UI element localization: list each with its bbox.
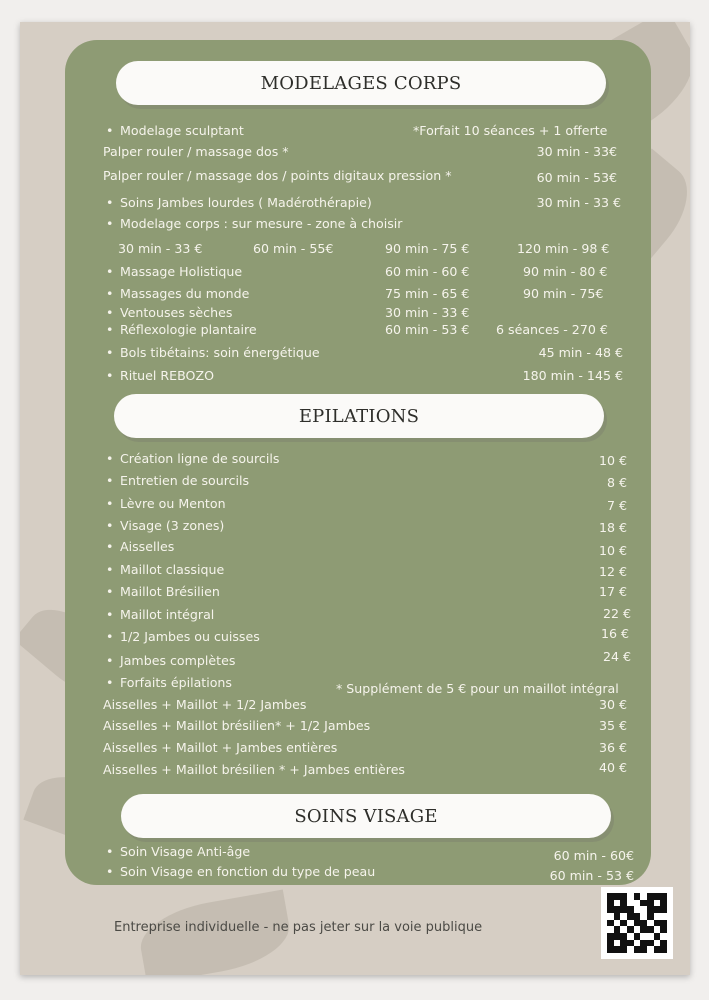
epil-item: • Maillot classique bbox=[120, 562, 224, 578]
epil-price: 10 € bbox=[598, 543, 627, 558]
price-bols-tibetains: 45 min - 48 € bbox=[538, 345, 623, 360]
service-modelage-sur-mesure: • Modelage corps : sur mesure - zone à choisir bbox=[120, 216, 403, 232]
epil-item: • Création ligne de sourcils bbox=[120, 451, 279, 467]
service-massage-holistique: • Massage Holistique bbox=[120, 264, 242, 280]
price-sur-mesure-30: 30 min - 33 € bbox=[118, 241, 203, 256]
service-modelage-sculptant: • Modelage sculptant bbox=[120, 123, 244, 139]
price-sur-mesure-60: 60 min - 55€ bbox=[253, 241, 334, 256]
section-title-soins-visage: SOINS VISAGE bbox=[121, 794, 611, 838]
epil-item: • 1/2 Jambes ou cuisses bbox=[120, 629, 260, 645]
section-title-epilations: EPILATIONS bbox=[114, 394, 604, 438]
forfait-item: Aisselles + Maillot + Jambes entières bbox=[103, 740, 338, 755]
forfait-note: *Forfait 10 séances + 1 offerte bbox=[413, 123, 608, 138]
price-reflexologie-60: 60 min - 53 € bbox=[385, 322, 470, 337]
forfait-price: 40 € bbox=[598, 760, 627, 775]
price-soin-type-peau: 60 min - 53 € bbox=[549, 868, 634, 883]
epil-price: 17 € bbox=[598, 584, 627, 599]
epil-price: 7 € bbox=[606, 498, 627, 513]
forfait-item: Aisselles + Maillot brésilien * + Jambes entières bbox=[103, 762, 405, 777]
forfait-price: 36 € bbox=[598, 740, 627, 755]
forfait-price: 35 € bbox=[598, 718, 627, 733]
forfait-item: Aisselles + Maillot brésilien* + 1/2 Jambes bbox=[103, 718, 371, 733]
service-palper-rouler: Palper rouler / massage dos * bbox=[103, 144, 289, 159]
service-rituel-rebozo: • Rituel REBOZO bbox=[120, 368, 214, 384]
price-holistique-60: 60 min - 60 € bbox=[385, 264, 470, 279]
price-monde-90: 90 min - 75€ bbox=[523, 286, 604, 301]
price-sur-mesure-90: 90 min - 75 € bbox=[385, 241, 470, 256]
price-reflexologie-seances: 6 séances - 270 € bbox=[496, 322, 608, 337]
forfait-item: Aisselles + Maillot + 1/2 Jambes bbox=[103, 697, 307, 712]
price-jambes-lourdes: 30 min - 33 € bbox=[536, 195, 621, 210]
epil-item: • Jambes complètes bbox=[120, 653, 235, 669]
service-reflexologie: • Réflexologie plantaire bbox=[120, 322, 257, 338]
price-soin-anti-age: 60 min - 60€ bbox=[553, 848, 634, 863]
epil-price: 12 € bbox=[598, 564, 627, 579]
epil-item: • Entretien de sourcils bbox=[120, 473, 249, 489]
price-rituel-rebozo: 180 min - 145 € bbox=[522, 368, 623, 383]
epil-price: 8 € bbox=[606, 475, 627, 490]
footer-legal-note: Entreprise individuelle - ne pas jeter sur la voie publique bbox=[114, 920, 483, 935]
price-holistique-90: 90 min - 80 € bbox=[523, 264, 608, 279]
section-title-modelages-corps: MODELAGES CORPS bbox=[116, 61, 606, 105]
epil-price: 18 € bbox=[598, 520, 627, 535]
qr-code-icon[interactable] bbox=[601, 887, 673, 959]
service-soin-anti-age: • Soin Visage Anti-âge bbox=[120, 844, 250, 860]
price-palper-rouler: 30 min - 33€ bbox=[536, 144, 617, 159]
epil-item: • Maillot Brésilien bbox=[120, 584, 220, 600]
epil-item: • Visage (3 zones) bbox=[120, 518, 224, 534]
price-ventouses: 30 min - 33 € bbox=[385, 305, 470, 320]
service-jambes-lourdes: • Soins Jambes lourdes ( Madérothérapie) bbox=[120, 195, 372, 211]
price-palper-rouler-digitaux: 60 min - 53€ bbox=[536, 170, 617, 185]
epil-price: 24 € bbox=[602, 649, 631, 664]
epil-price: 10 € bbox=[598, 453, 627, 468]
epil-forfaits-heading: • Forfaits épilations bbox=[120, 675, 232, 691]
service-bols-tibetains: • Bols tibétains: soin énergétique bbox=[120, 345, 320, 361]
epil-price: 22 € bbox=[602, 606, 631, 621]
epil-item: • Aisselles bbox=[120, 539, 174, 555]
service-palper-rouler-digitaux: Palper rouler / massage dos / points digitaux pression * bbox=[103, 168, 452, 183]
epil-item: • Lèvre ou Menton bbox=[120, 496, 226, 512]
price-sur-mesure-120: 120 min - 98 € bbox=[517, 241, 610, 256]
service-massages-du-monde: • Massages du monde bbox=[120, 286, 249, 302]
epil-item: • Maillot intégral bbox=[120, 607, 214, 623]
service-soin-type-peau: • Soin Visage en fonction du type de peau bbox=[120, 864, 375, 880]
epil-price: 16 € bbox=[600, 626, 629, 641]
price-monde-75: 75 min - 65 € bbox=[385, 286, 470, 301]
service-ventouses-seches: • Ventouses sèches bbox=[120, 305, 232, 321]
forfait-price: 30 € bbox=[598, 697, 627, 712]
epil-supplement-note: * Supplément de 5 € pour un maillot intégral bbox=[336, 681, 619, 696]
